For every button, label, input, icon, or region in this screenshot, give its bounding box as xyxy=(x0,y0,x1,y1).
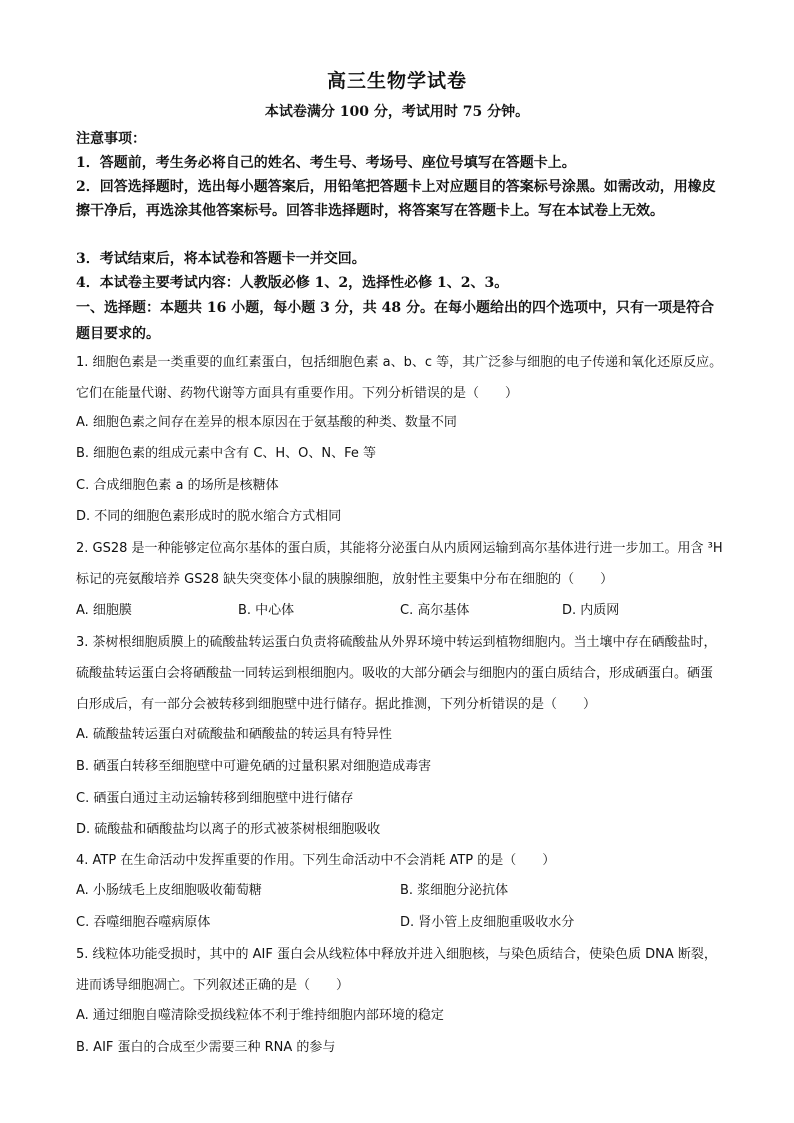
section-heading: 一、选择题：本题共 16 小题，每小题 3 分，共 48 分。在每小题给出的四个选项中，只有一项是符合题目要求的。 xyxy=(76,300,714,342)
option-row xyxy=(76,913,726,933)
question-stem: 4. ATP 在生命活动中发挥重要的作用。下列生命活动中不会消耗 ATP 的是（ ） xyxy=(76,853,556,868)
question-option: A. 通过细胞自噬清除受损线粒体不利于维持细胞内部环境的稳定 xyxy=(76,1008,444,1023)
question-stem: 2. GS28 是一种能够定位高尔基体的蛋白质，其能将分泌蛋白从内质网运输到高尔基体进行进一步加工。用含 ³H 标记的亮氨酸培养 GS28 缺失突变体小鼠的胰腺细胞，放射性主要集中分布在细胞的（ ） xyxy=(76,541,723,587)
notice-item: 3．考试结束后，将本试卷和答题卡一并交回。 xyxy=(76,251,366,267)
question-option: C. 合成细胞色素 a 的场所是核糖体 xyxy=(76,478,279,493)
option-row xyxy=(76,601,726,621)
question-stem: 1. 细胞色素是一类重要的血红素蛋白，包括细胞色素 a、b、c 等，其广泛参与细胞的电子传递和氧化还原反应。它们在能量代谢、药物代谢等方面具有重要作用。下列分析错误的是（ ） xyxy=(76,355,723,401)
question-option: C. 吞噬细胞吞噬病原体 xyxy=(76,915,211,930)
question-option: C. 硒蛋白通过主动运输转移到细胞壁中进行储存 xyxy=(76,791,354,806)
question-option: A. 硫酸盐转运蛋白对硫酸盐和硒酸盐的转运具有特异性 xyxy=(76,727,392,742)
question-option: D. 内质网 xyxy=(562,603,620,618)
page-subtitle: 本试卷满分 100 分，考试用时 75 分钟。 xyxy=(264,104,530,120)
question-option: B. 中心体 xyxy=(238,603,295,618)
question-option: B. 浆细胞分泌抗体 xyxy=(400,883,509,898)
question-option: B. 硒蛋白转移至细胞壁中可避免硒的过量积累对细胞造成毒害 xyxy=(76,759,432,774)
notice-item: 2．回答选择题时，选出每小题答案后，用铅笔把答题卡上对应题目的答案标号涂黑。如需改动，用橡皮擦干净后，再选涂其他答案标号。回答非选择题时，将答案写在答题卡上。写在本试卷上无效。 xyxy=(76,179,716,219)
question-option: D. 肾小管上皮细胞重吸收水分 xyxy=(400,915,575,930)
notice-heading: 注意事项： xyxy=(76,131,146,147)
question-stem: 3. 茶树根细胞质膜上的硫酸盐转运蛋白负责将硫酸盐从外界环境中转运到植物细胞内。当土壤中存在硒酸盐时，硫酸盐转运蛋白会将硒酸盐一同转运到根细胞内。吸收的大部分硒会与细胞内的蛋白质结合，形成硒蛋白。硒蛋白形成后，有一部分会被转移到细胞壁中进行储存。据此推测，下列分析错误的是（ ） xyxy=(76,635,717,712)
question-option: B. 细胞色素的组成元素中含有 C、H、O、N、Fe 等 xyxy=(76,446,377,461)
question-option: A. 细胞膜 xyxy=(76,603,132,618)
notice-item: 4．本试卷主要考试内容：人教版必修 1、2，选择性必修 1、2、3。 xyxy=(76,275,509,291)
question-option: A. 细胞色素之间存在差异的根本原因在于氨基酸的种类、数量不同 xyxy=(76,415,457,430)
question-option: A. 小肠绒毛上皮细胞吸收葡萄糖 xyxy=(76,883,262,898)
option-row xyxy=(76,881,726,901)
question-option: C. 高尔基体 xyxy=(400,603,470,618)
page-title: 高三生物学试卷 xyxy=(326,70,467,92)
question-option: D. 硫酸盐和硒酸盐均以离子的形式被茶树根细胞吸收 xyxy=(76,822,381,837)
question-option: B. AIF 蛋白的合成至少需要三种 RNA 的参与 xyxy=(76,1040,336,1055)
question-stem: 5. 线粒体功能受损时，其中的 AIF 蛋白会从线粒体中释放并进入细胞核，与染色质结合，使染色质 DNA 断裂，进而诱导细胞凋亡。下列叙述正确的是（ ） xyxy=(76,947,717,993)
notice-item: 1．答题前，考生务必将自己的姓名、考生号、考场号、座位号填写在答题卡上。 xyxy=(76,155,576,171)
question-option: D. 不同的细胞色素形成时的脱水缩合方式相同 xyxy=(76,509,342,524)
